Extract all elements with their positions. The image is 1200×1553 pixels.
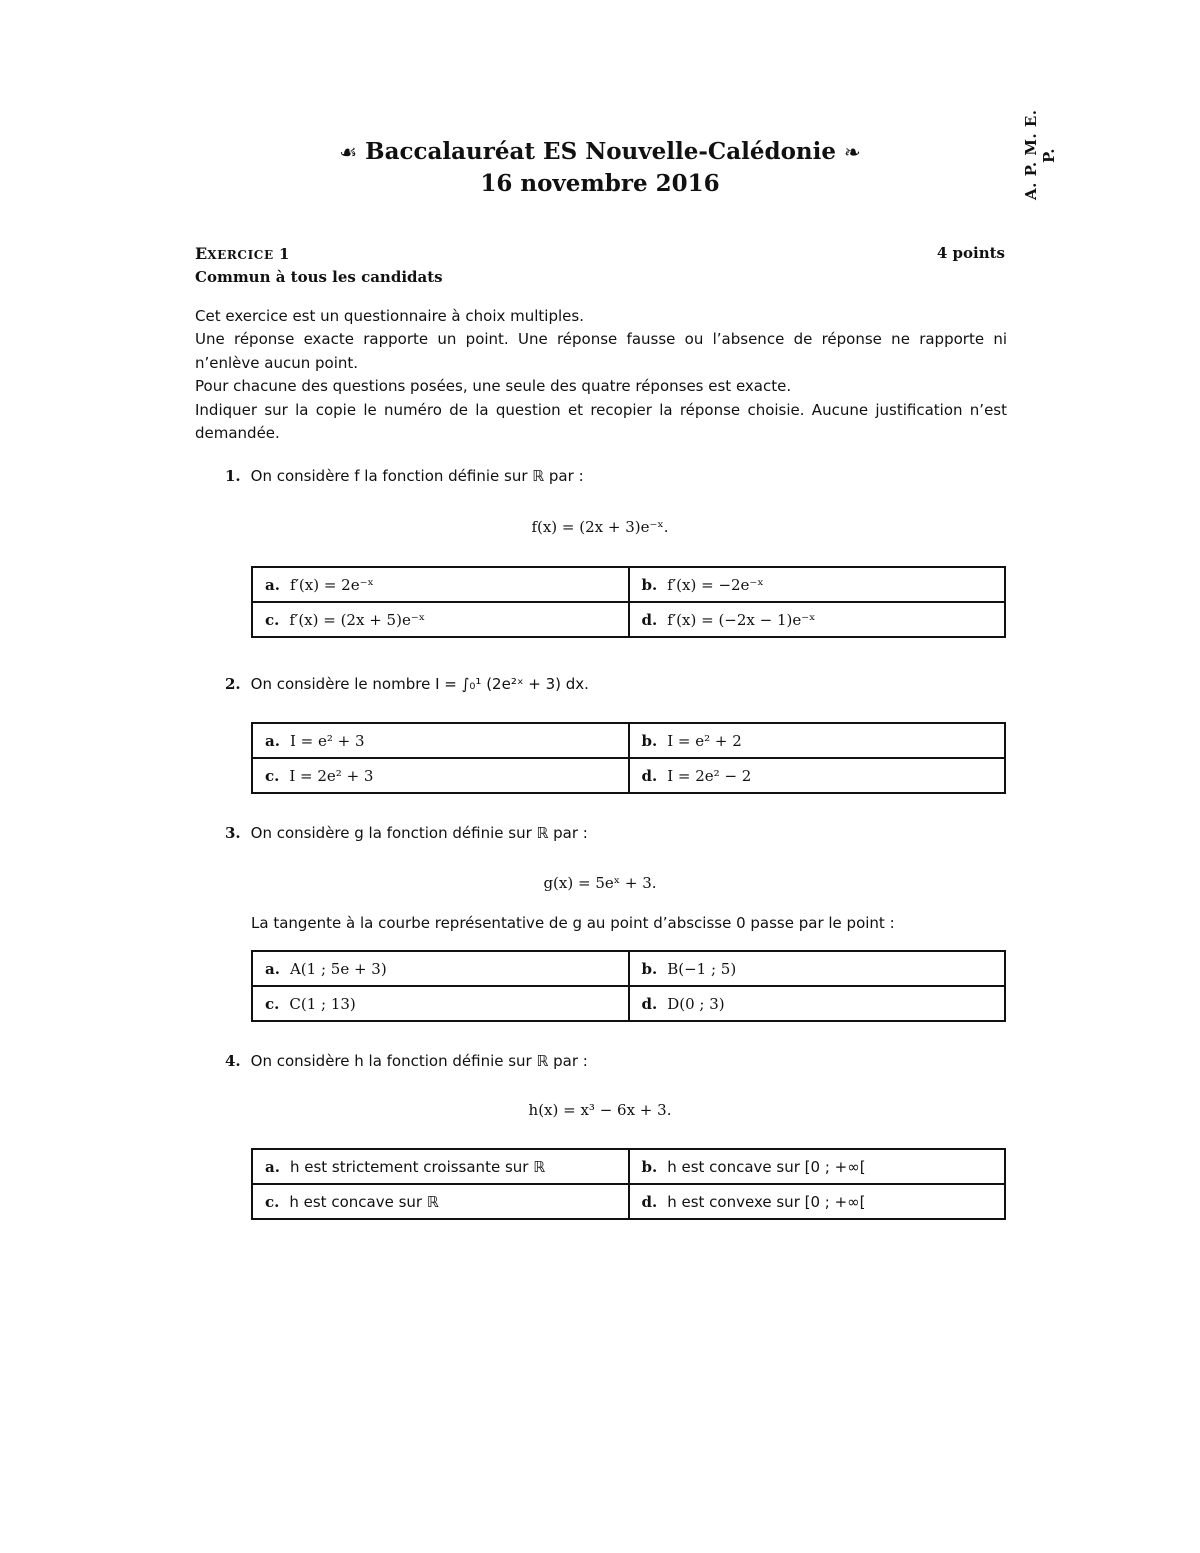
choice-cell[interactable]: b. h est concave sur [0 ; +∞[ xyxy=(629,1149,1006,1184)
question-prompt: On considère f la fonction définie sur ℝ par : xyxy=(250,467,584,485)
choice-cell[interactable]: d. f′(x) = (−2x − 1)e⁻ˣ xyxy=(629,602,1006,637)
choice-cell[interactable]: c. h est concave sur ℝ xyxy=(252,1184,629,1219)
document-title-line xyxy=(195,136,1005,168)
exercise-instructions xyxy=(195,305,1007,445)
exercise-subtitle: Commun à tous les candidats xyxy=(195,268,443,286)
question-3-statement: La tangente à la courbe représentative de g au point d’abscisse 0 passe par le point : xyxy=(251,914,895,932)
apmep-side-label: A. P. M. E. P. xyxy=(1022,109,1058,201)
choice-cell[interactable]: a. f′(x) = 2e⁻ˣ xyxy=(252,567,629,602)
question-number: 2. xyxy=(225,675,241,693)
choice-cell[interactable]: d. D(0 ; 3) xyxy=(629,986,1006,1021)
document-header xyxy=(195,136,1005,200)
choice-cell[interactable]: d. I = 2e² − 2 xyxy=(629,758,1006,793)
question-1 xyxy=(225,467,584,485)
exercise-points: 4 points xyxy=(936,244,1005,262)
question-4 xyxy=(225,1052,588,1070)
question-number: 4. xyxy=(225,1052,241,1070)
question-prompt: On considère le nombre I = ∫₀¹ (2e²ˣ + 3) dx. xyxy=(250,675,589,693)
question-prompt: On considère h la fonction définie sur ℝ par : xyxy=(250,1052,588,1070)
question-3 xyxy=(225,824,588,842)
choice-cell[interactable]: a. h est strictement croissante sur ℝ xyxy=(252,1149,629,1184)
question-1-formula: f(x) = (2x + 3)e⁻ˣ. xyxy=(531,518,669,536)
ornament-right-icon: ❧ xyxy=(844,140,861,164)
document-date: 16 novembre 2016 xyxy=(480,170,720,197)
instruction-line: Pour chacune des questions posées, une seule des quatre réponses est exacte. xyxy=(195,377,792,396)
choice-cell[interactable]: c. C(1 ; 13) xyxy=(252,986,629,1021)
instruction-line: Une réponse exacte rapporte un point. Une réponse fausse ou l’absence de réponse ne rapporte ni n’enlève aucun point. xyxy=(195,330,1007,372)
choice-cell[interactable]: a. I = e² + 3 xyxy=(252,723,629,758)
question-prompt: On considère g la fonction définie sur ℝ par : xyxy=(250,824,588,842)
question-number: 3. xyxy=(225,824,241,842)
instruction-line: Cet exercice est un questionnaire à choix multiples. xyxy=(195,307,584,325)
question-number: 1. xyxy=(225,467,241,485)
question-3-formula: g(x) = 5eˣ + 3. xyxy=(543,874,657,892)
choice-cell[interactable]: d. h est convexe sur [0 ; +∞[ xyxy=(629,1184,1006,1219)
question-4-choices xyxy=(251,1148,1006,1220)
question-3-choices xyxy=(251,950,1006,1022)
choice-cell[interactable]: b. f′(x) = −2e⁻ˣ xyxy=(629,567,1006,602)
choice-cell[interactable]: a. A(1 ; 5e + 3) xyxy=(252,951,629,986)
ornament-left-icon: ☙ xyxy=(339,140,358,164)
choice-cell[interactable]: c. f′(x) = (2x + 5)e⁻ˣ xyxy=(252,602,629,637)
document-title: Baccalauréat ES Nouvelle-Calédonie xyxy=(365,138,837,165)
choice-cell[interactable]: b. B(−1 ; 5) xyxy=(629,951,1006,986)
instruction-line: Indiquer sur la copie le numéro de la question et recopier la réponse choisie. Aucune justification n’est demandée. xyxy=(195,400,1007,443)
choice-cell[interactable]: c. I = 2e² + 3 xyxy=(252,758,629,793)
question-2-choices xyxy=(251,722,1006,794)
question-2 xyxy=(225,675,589,693)
exercise-label: EXERCICE 1 xyxy=(195,244,290,263)
question-1-choices xyxy=(251,566,1006,638)
question-4-formula: h(x) = x³ − 6x + 3. xyxy=(528,1101,672,1119)
choice-cell[interactable]: b. I = e² + 2 xyxy=(629,723,1006,758)
